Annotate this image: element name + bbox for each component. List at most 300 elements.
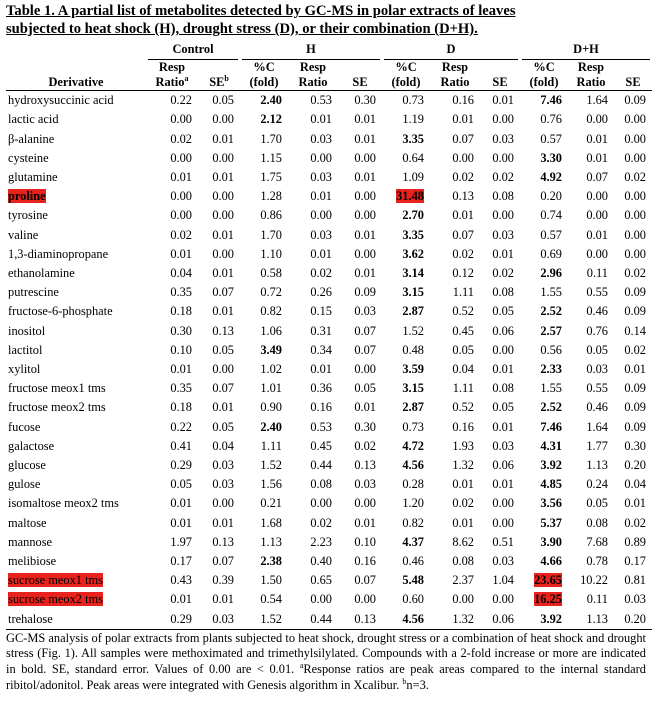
cell-c-rr: 0.35 (170, 381, 192, 396)
cell-d-pc: 4.56 (402, 458, 424, 473)
cell-d-se: 0.08 (492, 285, 514, 300)
cell-d-pc: 1.09 (402, 170, 424, 185)
cell-dh-se: 0.02 (624, 515, 646, 530)
cell-dh-rr: 0.07 (586, 170, 608, 185)
cell-d-se: 1.04 (492, 573, 514, 588)
cell-h-rr: 0.53 (310, 419, 332, 434)
cell-d-rr: 0.00 (452, 150, 474, 165)
cell-c-se: 0.39 (212, 573, 234, 588)
table-row (6, 130, 652, 149)
cell-dh-se: 0.01 (624, 362, 646, 377)
cell-d-se: 0.01 (492, 362, 514, 377)
cell-d-se: 0.06 (480, 610, 520, 630)
derivative-name: hydroxysuccinic acid (8, 93, 114, 108)
cell-d-rr: 0.02 (452, 170, 474, 185)
cell-d-rr: 0.01 (452, 477, 474, 492)
cell-h-se: 0.01 (354, 400, 376, 415)
cell-d-rr: 0.07 (452, 131, 474, 146)
cell-c-se: 0.01 (212, 227, 234, 242)
table-row (6, 418, 652, 437)
cell-d-se: 0.02 (492, 266, 514, 281)
cell-c-se: 0.05 (212, 342, 234, 357)
cell-dh-rr: 0.55 (586, 381, 608, 396)
group-dh: D+H (520, 40, 652, 60)
subheader-row-2: Derivative Ratio$^a$ $SE^b$ (fold) Ratio SE (fold) Ratio SE (fold) Ratio SE (6, 75, 652, 91)
cell-h-rr: 0.31 (310, 323, 332, 338)
derivative-name: fucose (8, 419, 41, 434)
cell-h-rr: 0.03 (310, 131, 332, 146)
cell-h-se: 0.01 (354, 112, 376, 127)
cell-h-rr: 0.00 (310, 150, 332, 165)
cell-c-rr: 0.01 (170, 496, 192, 511)
cell-c-se: 0.01 (212, 131, 234, 146)
group-h: H (240, 40, 382, 60)
cell-c-rr: 0.00 (170, 112, 192, 127)
cell-c-se: 0.01 (212, 304, 234, 319)
cell-dh-pc: 4.66 (540, 554, 562, 569)
table-row (6, 533, 652, 552)
cell-dh-rr: 0.00 (586, 208, 608, 223)
cell-h-pc: 1.70 (260, 131, 282, 146)
cell-d-se: 0.00 (492, 496, 514, 511)
footnote: GC-MS analysis of polar extracts from plants subjected to heat shock, drought stress or a combination of heat shock and drought stress (Fig. 1). All samples were methoximated and trimethylsilylated. Compounds with a 2-fold increase or more are indicated in bold. SE, standard error. Values of 0.00 are < 0.01. $^a$Response ratios are peak areas compared to the internal standard ribitol/adonitol. Peak areas were integrated with Genesis algorithm in Xcalibur. $^b$n=3. (6, 630, 646, 692)
table-row (6, 187, 652, 206)
cell-h-pc: 2.40 (260, 93, 282, 108)
cell-dh-pc: 7.46 (540, 93, 562, 108)
table-row (6, 360, 652, 379)
derivative-name: lactic acid (8, 112, 59, 127)
cell-h-se: 0.00 (354, 208, 376, 223)
table-row (6, 226, 652, 245)
cell-h-se: 0.10 (354, 534, 376, 549)
derivative-name: putrescine (8, 285, 59, 300)
cell-c-se: 0.00 (212, 189, 234, 204)
cell-dh-rr: 0.00 (586, 189, 608, 204)
cell-h-se: 0.07 (354, 323, 376, 338)
cell-h-rr: 0.01 (310, 362, 332, 377)
subheader-row-1: Resp %C Resp %C Resp %C Resp (158, 60, 605, 75)
cell-dh-se: 0.00 (624, 189, 646, 204)
cell-dh-se: 0.01 (624, 496, 646, 511)
cell-c-rr: 1.97 (170, 534, 192, 549)
cell-dh-rr: 7.68 (586, 534, 608, 549)
cell-dh-pc: 7.46 (540, 419, 562, 434)
cell-h-rr: 0.00 (310, 496, 332, 511)
cell-h-pc: 1.10 (260, 246, 282, 261)
cell-dh-rr: 1.64 (586, 93, 608, 108)
cell-h-rr: 0.53 (310, 93, 332, 108)
cell-h-rr: 0.15 (310, 304, 332, 319)
table-body (6, 91, 652, 630)
cell-h-se: 0.01 (354, 266, 376, 281)
derivative-name: ethanolamine (8, 266, 75, 281)
cell-h-pc: 2.38 (260, 554, 282, 569)
cell-dh-se: 0.09 (624, 381, 646, 396)
cell-dh-pc: 0.76 (540, 112, 562, 127)
cell-h-pc: 1.70 (260, 227, 282, 242)
table-row (6, 264, 652, 283)
table-row (6, 245, 652, 264)
cell-c-rr: 0.43 (170, 573, 192, 588)
cell-c-se: 0.04 (212, 438, 234, 453)
cell-d-rr: 1.32 (430, 610, 480, 630)
cell-dh-se: 0.04 (624, 477, 646, 492)
cell-dh-pc: 2.57 (540, 323, 562, 338)
cell-h-rr: 0.08 (310, 477, 332, 492)
table-row (6, 610, 652, 630)
cell-d-pc: 0.73 (402, 93, 424, 108)
cell-c-rr: 0.02 (170, 227, 192, 242)
cell-h-pc: 1.56 (260, 477, 282, 492)
cell-dh-se: 0.02 (624, 266, 646, 281)
cell-d-pc: 3.15 (402, 381, 424, 396)
cell-h-pc: 1.50 (260, 573, 282, 588)
cell-dh-pc: 0.20 (540, 189, 562, 204)
cell-d-rr: 0.02 (452, 246, 474, 261)
cell-dh-pc: 1.55 (540, 285, 562, 300)
cell-h-pc: 0.21 (260, 496, 282, 511)
cell-h-se: 0.09 (354, 285, 376, 300)
cell-dh-se: 0.30 (624, 438, 646, 453)
table-row (6, 398, 652, 417)
cell-d-pc: 4.72 (402, 438, 424, 453)
cell-d-se: 0.02 (492, 170, 514, 185)
cell-h-se: 0.07 (354, 342, 376, 357)
cell-h-rr: 0.36 (310, 381, 332, 396)
cell-d-pc: 3.14 (402, 266, 424, 281)
cell-c-rr: 0.00 (170, 208, 192, 223)
cell-h-se: 0.01 (354, 170, 376, 185)
derivative-name: mannose (8, 534, 53, 549)
cell-c-rr: 0.18 (170, 400, 192, 415)
cell-d-se: 0.01 (492, 477, 514, 492)
cell-h-rr: 0.01 (310, 246, 332, 261)
cell-c-rr: 0.22 (170, 93, 192, 108)
cell-d-pc: 0.64 (402, 150, 424, 165)
table-row (6, 110, 652, 129)
cell-h-rr: 0.02 (310, 266, 332, 281)
cell-dh-rr: 1.64 (586, 419, 608, 434)
cell-h-rr: 0.65 (310, 573, 332, 588)
cell-dh-rr: 0.46 (586, 304, 608, 319)
derivative-name: proline (8, 189, 46, 204)
cell-c-rr: 0.18 (170, 304, 192, 319)
cell-d-pc: 2.70 (402, 208, 424, 223)
table-row (6, 475, 652, 494)
cell-d-pc: 3.15 (402, 285, 424, 300)
cell-d-se: 0.00 (492, 112, 514, 127)
table-row (6, 590, 652, 609)
cell-c-rr: 0.02 (170, 131, 192, 146)
derivative-name: sucrose meox2 tms (8, 592, 103, 607)
cell-h-se: 0.13 (354, 458, 376, 473)
cell-c-se: 0.05 (212, 419, 234, 434)
cell-h-pc: 0.90 (260, 400, 282, 415)
cell-dh-rr: 1.13 (568, 610, 614, 630)
cell-dh-se: 0.00 (624, 150, 646, 165)
cell-c-se: 0.03 (198, 610, 240, 630)
cell-dh-rr: 0.03 (586, 362, 608, 377)
table-row (6, 206, 652, 225)
cell-d-rr: 0.12 (452, 266, 474, 281)
cell-dh-pc: 2.52 (540, 400, 562, 415)
cell-dh-se: 0.09 (624, 419, 646, 434)
cell-c-se: 0.00 (212, 362, 234, 377)
cell-d-se: 0.03 (492, 554, 514, 569)
cell-h-se: 0.03 (354, 477, 376, 492)
cell-d-rr: 1.32 (452, 458, 474, 473)
cell-dh-pc: 2.33 (540, 362, 562, 377)
cell-dh-se: 0.20 (624, 458, 646, 473)
cell-dh-pc: 0.74 (540, 208, 562, 223)
cell-dh-se: 0.03 (624, 592, 646, 607)
cell-d-pc: 4.37 (402, 534, 424, 549)
cell-h-se: 0.00 (354, 592, 376, 607)
cell-d-se: 0.06 (492, 323, 514, 338)
cell-dh-rr: 0.11 (586, 592, 608, 607)
cell-h-rr: 0.45 (310, 438, 332, 453)
derivative-name: melibiose (8, 554, 57, 569)
cell-c-rr: 0.05 (170, 477, 192, 492)
title-line-2: subjected to heat shock (H), drought stress (D), or their combination (D+H). (6, 21, 478, 37)
cell-dh-se: 0.00 (624, 246, 646, 261)
cell-d-pc: 0.28 (402, 477, 424, 492)
derivative-name: fructose meox2 tms (8, 400, 106, 415)
derivative-name: glutamine (8, 170, 58, 185)
group-d: D (382, 40, 520, 60)
cell-c-rr: 0.30 (170, 323, 192, 338)
cell-c-se: 0.07 (212, 381, 234, 396)
cell-c-se: 0.05 (212, 93, 234, 108)
cell-h-se: 0.03 (354, 304, 376, 319)
derivative-name: glucose (8, 458, 46, 473)
cell-d-pc: 1.20 (402, 496, 424, 511)
cell-dh-pc: 16.25 (534, 592, 562, 607)
cell-d-se: 0.00 (492, 515, 514, 530)
cell-h-pc: 1.15 (260, 150, 282, 165)
derivative-name: xylitol (8, 362, 41, 377)
cell-dh-pc: 4.92 (540, 170, 562, 185)
cell-dh-se: 0.89 (624, 534, 646, 549)
cell-c-se: 0.03 (212, 477, 234, 492)
cell-d-se: 0.01 (492, 246, 514, 261)
cell-c-rr: 0.00 (170, 189, 192, 204)
cell-h-se: 0.02 (354, 438, 376, 453)
cell-d-se: 0.00 (492, 208, 514, 223)
cell-dh-se: 0.00 (624, 131, 646, 146)
cell-c-se: 0.00 (212, 496, 234, 511)
cell-dh-se: 0.09 (624, 93, 646, 108)
cell-d-pc: 0.48 (402, 342, 424, 357)
cell-dh-se: 0.17 (624, 554, 646, 569)
cell-d-pc: 31.48 (396, 189, 424, 204)
cell-c-rr: 0.01 (170, 170, 192, 185)
cell-dh-rr: 1.13 (586, 458, 608, 473)
cell-d-se: 0.03 (492, 131, 514, 146)
cell-c-rr: 0.29 (146, 610, 198, 630)
cell-dh-pc: 0.57 (540, 227, 562, 242)
cell-h-pc: 1.52 (260, 458, 282, 473)
cell-c-se: 0.03 (212, 458, 234, 473)
cell-dh-rr: 0.05 (586, 496, 608, 511)
derivative-name: fructose meox1 tms (8, 381, 106, 396)
cell-h-pc: 0.72 (260, 285, 282, 300)
cell-d-rr: 1.11 (452, 381, 474, 396)
cell-dh-se: 0.09 (624, 285, 646, 300)
cell-dh-pc: 3.30 (540, 150, 562, 165)
cell-c-rr: 0.01 (170, 515, 192, 530)
derivative-name: fructose-6-phosphate (8, 304, 113, 319)
table-row (6, 283, 652, 302)
cell-dh-se: 0.00 (624, 208, 646, 223)
cell-h-pc: 1.28 (260, 189, 282, 204)
cell-d-se: 0.05 (492, 304, 514, 319)
derivative-name: valine (8, 227, 39, 242)
cell-h-pc: 1.68 (260, 515, 282, 530)
cell-d-pc: 0.60 (402, 592, 424, 607)
cell-dh-se: 0.20 (614, 610, 652, 630)
cell-dh-se: 0.14 (624, 323, 646, 338)
cell-d-se: 0.08 (492, 381, 514, 396)
cell-c-se: 0.01 (212, 400, 234, 415)
cell-dh-se: 0.00 (624, 227, 646, 242)
cell-h-se: 0.05 (354, 381, 376, 396)
cell-d-pc: 0.46 (402, 554, 424, 569)
cell-h-rr: 0.44 (310, 458, 332, 473)
table-row (6, 302, 652, 321)
cell-h-rr: 0.00 (310, 592, 332, 607)
cell-h-pc: 0.54 (260, 592, 282, 607)
cell-d-rr: 0.02 (452, 496, 474, 511)
cell-d-se: 0.00 (492, 150, 514, 165)
table-row (6, 322, 652, 341)
cell-dh-rr: 0.00 (586, 112, 608, 127)
cell-d-rr: 2.37 (452, 573, 474, 588)
cell-h-pc: 0.58 (260, 266, 282, 281)
table-title (6, 2, 652, 38)
cell-c-rr: 0.29 (170, 458, 192, 473)
cell-dh-se: 0.02 (624, 342, 646, 357)
cell-d-rr: 0.00 (452, 592, 474, 607)
cell-dh-rr: 0.01 (586, 150, 608, 165)
cell-c-rr: 0.35 (170, 285, 192, 300)
derivative-name: gulose (8, 477, 41, 492)
cell-dh-pc: 5.37 (540, 515, 562, 530)
cell-d-se: 0.01 (492, 419, 514, 434)
cell-d-pc: 5.48 (402, 573, 424, 588)
cell-d-rr: 0.01 (452, 515, 474, 530)
cell-h-se: 0.30 (354, 93, 376, 108)
cell-dh-rr: 0.00 (586, 246, 608, 261)
cell-d-pc: 3.35 (402, 227, 424, 242)
cell-dh-rr: 0.01 (586, 227, 608, 242)
cell-dh-pc: 4.85 (540, 477, 562, 492)
derivative-header: Derivative (6, 75, 146, 91)
cell-dh-pc: 2.52 (540, 304, 562, 319)
cell-h-pc: 1.01 (260, 381, 282, 396)
cell-h-se: 0.00 (354, 150, 376, 165)
cell-dh-rr: 0.76 (586, 323, 608, 338)
cell-h-pc: 1.75 (260, 170, 282, 185)
cell-c-rr: 0.17 (170, 554, 192, 569)
title-line-1: Table 1. A partial list of metabolites detected by GC-MS in polar extracts of leaves (6, 3, 516, 19)
cell-d-rr: 0.04 (452, 362, 474, 377)
cell-d-rr: 0.05 (452, 342, 474, 357)
table-row (6, 552, 652, 571)
cell-d-rr: 8.62 (452, 534, 474, 549)
cell-h-se: 0.00 (354, 246, 376, 261)
cell-dh-se: 0.09 (624, 304, 646, 319)
cell-h-se: 0.01 (354, 227, 376, 242)
cell-dh-pc: 3.92 (540, 458, 562, 473)
cell-d-rr: 0.52 (452, 304, 474, 319)
cell-dh-pc: 1.55 (540, 381, 562, 396)
cell-d-se: 0.01 (492, 93, 514, 108)
cell-dh-rr: 0.55 (586, 285, 608, 300)
cell-d-se: 0.03 (492, 438, 514, 453)
table-row (6, 379, 652, 398)
cell-d-pc: 2.87 (402, 304, 424, 319)
cell-h-se: 0.00 (354, 189, 376, 204)
cell-dh-pc: 2.96 (540, 266, 562, 281)
cell-c-rr: 0.22 (170, 419, 192, 434)
cell-c-rr: 0.10 (170, 342, 192, 357)
cell-dh-rr: 0.01 (586, 131, 608, 146)
cell-dh-pc: 0.56 (540, 342, 562, 357)
cell-d-rr: 1.93 (452, 438, 474, 453)
cell-dh-rr: 0.08 (586, 515, 608, 530)
cell-d-pc: 2.87 (402, 400, 424, 415)
cell-d-pc: 3.35 (402, 131, 424, 146)
control-ratio-header: Ratio$^a$ (146, 75, 198, 91)
cell-h-rr: 0.34 (310, 342, 332, 357)
cell-dh-se: 0.81 (624, 573, 646, 588)
table-row (6, 91, 652, 111)
cell-h-pc: 0.82 (260, 304, 282, 319)
derivative-name: isomaltose meox2 tms (8, 496, 119, 511)
cell-dh-rr: 0.78 (586, 554, 608, 569)
cell-h-rr: 0.00 (310, 208, 332, 223)
cell-h-se: 0.30 (354, 419, 376, 434)
cell-d-rr: 1.11 (452, 285, 474, 300)
derivative-name: 1,3-diaminopropane (8, 246, 109, 261)
control-se-header: $SE^b$ (198, 75, 240, 91)
cell-c-rr: 0.01 (170, 246, 192, 261)
cell-dh-se: 0.09 (624, 400, 646, 415)
cell-h-pc: 1.11 (260, 438, 282, 453)
cell-d-se: 0.00 (492, 592, 514, 607)
cell-dh-pc: 0.57 (540, 131, 562, 146)
cell-d-se: 0.51 (492, 534, 514, 549)
table-row (6, 168, 652, 187)
cell-c-se: 0.07 (212, 285, 234, 300)
cell-dh-pc: 3.90 (540, 534, 562, 549)
table-document (6, 0, 652, 693)
table-row (6, 149, 652, 168)
cell-d-se: 0.00 (492, 342, 514, 357)
cell-dh-rr: 1.77 (586, 438, 608, 453)
cell-dh-rr: 0.46 (586, 400, 608, 415)
cell-dh-pc: 0.69 (540, 246, 562, 261)
cell-h-rr: 0.40 (310, 554, 332, 569)
cell-h-pc: 0.86 (260, 208, 282, 223)
cell-d-pc: 3.59 (402, 362, 424, 377)
cell-h-se: 0.13 (338, 610, 382, 630)
table-row (6, 341, 652, 360)
cell-dh-rr: 0.24 (586, 477, 608, 492)
derivative-name: galactose (8, 438, 55, 453)
cell-h-se: 0.00 (354, 362, 376, 377)
